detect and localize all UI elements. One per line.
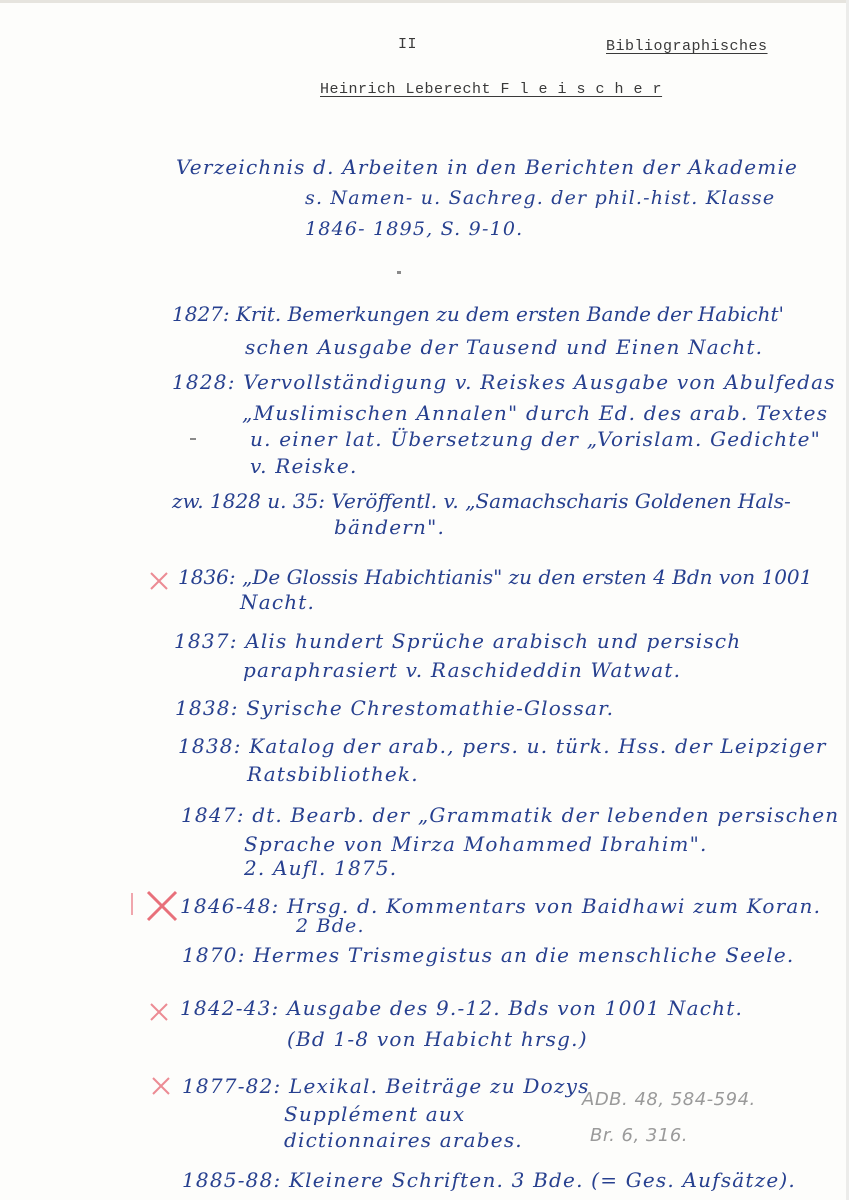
intro-line-3: 1846- 1895, S. 9-10. [305, 218, 524, 240]
red-margin-tick [131, 893, 133, 915]
ink-speck [190, 438, 196, 440]
entry-1847-line-2: Sprache von Mirza Mohammed Ibrahim". [244, 832, 708, 856]
pencil-note-line-2: Br. 6, 316. [590, 1125, 689, 1146]
entry-1870-line-1: 1870: Hermes Trismegistus an die menschliche Seele. [182, 943, 795, 967]
entry-1827-line-1: 1827: Krit. Bemerkungen zu dem ersten Bande der Habicht' [172, 302, 785, 326]
person-name-heading: Heinrich Leberecht F l e i s c h e r [320, 81, 663, 98]
entry-1877-82-line-1: 1877-82: Lexikal. Beiträge zu Dozys [182, 1074, 590, 1098]
entry-1828-line-4: v. Reiske. [250, 454, 358, 478]
entry-1828-line-1: 1828: Vervollständigung v. Reiskes Ausgabe von Abulfedas [172, 370, 836, 394]
entry-1837-line-2: paraphrasiert v. Raschideddin Watwat. [243, 658, 682, 682]
red-cross-mark [148, 1001, 170, 1023]
red-cross-mark [150, 1075, 172, 1097]
entry-1877-82-line-2: Supplément aux [284, 1102, 466, 1126]
ink-speck [397, 271, 401, 274]
entry-1836-line-2: Nacht. [240, 590, 316, 614]
entry-1842-43-line-1: 1842-43: Ausgabe des 9.-12. Bds von 1001 Nacht. [180, 996, 744, 1020]
entry-1828-35-line-1: zw. 1828 u. 35: Veröffentl. v. „Samachscharis Goldenen Hals- [172, 489, 791, 513]
entry-1828-line-3: u. einer lat. Übersetzung der „Vorislam. Gedichte" [250, 427, 822, 451]
category-heading: Bibliographisches [606, 38, 768, 55]
entry-1827-line-2: schen Ausgabe der Tausend und Einen Nacht. [245, 335, 764, 359]
entry-1885-88-line-1: 1885-88: Kleinere Schriften. 3 Bde. (= Ges. Aufsätze). [182, 1168, 796, 1192]
entry-1842-43-line-2: (Bd 1-8 von Habicht hrsg.) [287, 1027, 588, 1051]
paper-top-edge [0, 0, 849, 3]
entry-1837-line-1: 1837: Alis hundert Sprüche arabisch und persisch [174, 629, 742, 653]
entry-1838a-line-1: 1838: Syrische Chrestomathie-Glossar. [175, 696, 615, 720]
entry-1828-35-line-2: bändern". [334, 515, 446, 539]
intro-line-2: s. Namen- u. Sachreg. der phil.-hist. Klasse [305, 187, 776, 209]
entry-1846-48-line-1: 1846-48: Hrsg. d. Kommentars von Baidhawi zum Koran. [180, 894, 822, 918]
entry-1838b-line-2: Ratsbibliothek. [247, 762, 419, 786]
entry-1846-48-line-2: 2 Bde. [296, 915, 365, 937]
entry-1836-line-1: 1836: „De Glossis Habichtianis" zu den ersten 4 Bdn von 1001 [178, 565, 813, 589]
red-cross-mark-large [143, 887, 181, 925]
entry-1847-line-1: 1847: dt. Bearb. der „Grammatik der lebenden persischen [181, 803, 840, 827]
intro-line-1: Verzeichnis d. Arbeiten in den Berichten der Akademie [176, 155, 799, 179]
section-number: II [398, 36, 418, 53]
entry-1828-line-2: „Muslimischen Annalen" durch Ed. des arab. Textes [242, 401, 829, 425]
red-cross-mark [148, 570, 170, 592]
entry-1877-82-line-3: dictionnaires arabes. [284, 1128, 523, 1152]
entry-1847-line-3: 2. Aufl. 1875. [244, 856, 398, 880]
pencil-note-line-1: ADB. 48, 584-594. [582, 1089, 756, 1110]
entry-1838b-line-1: 1838: Katalog der arab., pers. u. türk. Hss. der Leipziger [178, 734, 827, 758]
